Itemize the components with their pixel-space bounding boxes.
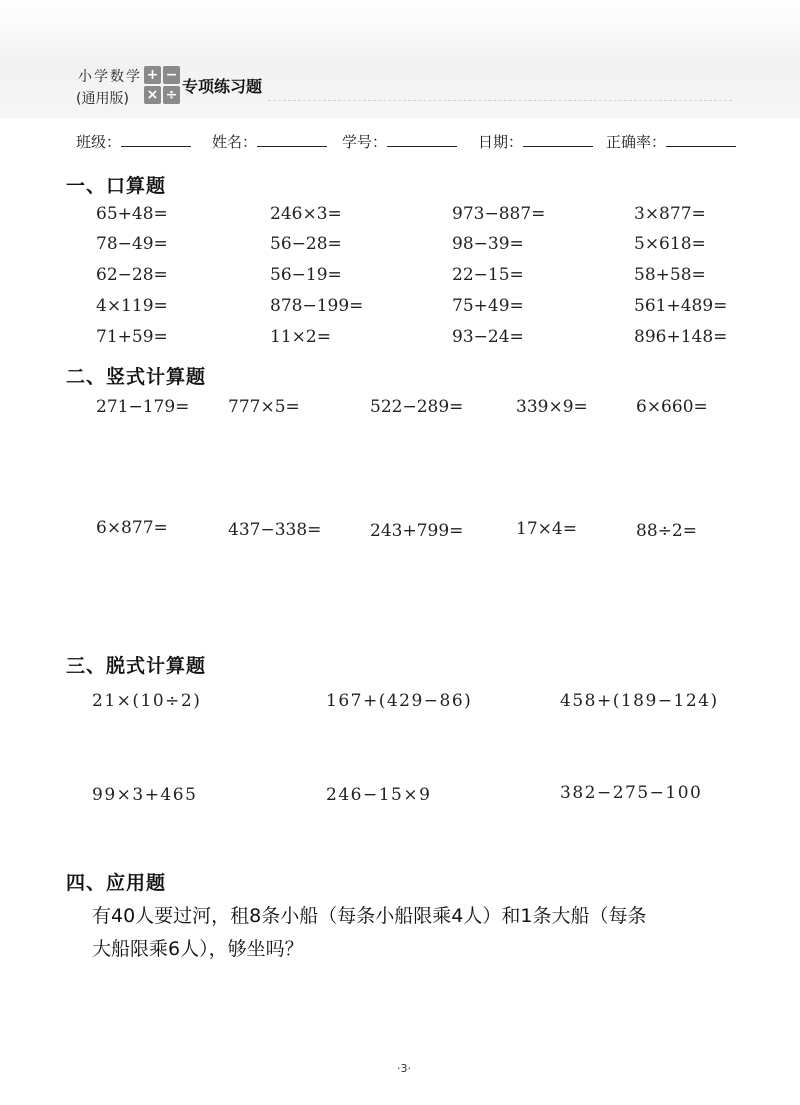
- accuracy-label: 正确率：: [606, 133, 667, 151]
- oral-problem: 561+489=: [634, 296, 728, 316]
- word-problem-line: 有40人要过河，租8条小船（每条小船限乘4人）和1条大船（每条: [92, 905, 647, 927]
- oral-problem: 5×618=: [634, 234, 706, 254]
- student-id-field: [342, 131, 457, 152]
- vertical-problem: 777×5=: [228, 397, 300, 417]
- stepwise-problem: 167+(429−86): [326, 691, 473, 711]
- brand-edition: (通用版): [76, 91, 129, 107]
- class-blank: [121, 132, 191, 147]
- accuracy-blank: [666, 132, 736, 147]
- vertical-problem: 88÷2=: [636, 521, 697, 541]
- oral-problem: 62−28=: [96, 265, 168, 285]
- minus-icon: −: [163, 66, 180, 84]
- name-blank: [257, 132, 327, 147]
- section-title-oral: 一、口算题: [66, 175, 167, 197]
- class-field: [76, 131, 191, 152]
- oral-problem: 78−49=: [96, 234, 168, 254]
- vertical-problem: 6×660=: [636, 397, 708, 417]
- stepwise-problem: 21×(10÷2): [92, 691, 202, 711]
- page-number: ·3·: [397, 1062, 411, 1075]
- accuracy-field: [606, 131, 736, 152]
- oral-problem: 11×2=: [270, 327, 331, 347]
- vertical-problem: 522−289=: [370, 397, 464, 417]
- divide-icon: ÷: [163, 86, 180, 104]
- date-label: 日期：: [478, 133, 524, 151]
- vertical-problem: 437−338=: [228, 520, 322, 540]
- oral-problem: 65+48=: [96, 204, 168, 224]
- word-problem-line: 大船限乘6人），够坐吗？: [92, 938, 304, 960]
- vertical-problem: 6×877=: [96, 518, 168, 538]
- section-title-stepwise: 三、脱式计算题: [66, 655, 207, 677]
- section-title-vertical: 二、竖式计算题: [66, 366, 207, 388]
- oral-problem: 22−15=: [452, 265, 524, 285]
- oral-problem: 56−19=: [270, 265, 342, 285]
- date-field: [478, 131, 593, 152]
- name-label: 姓名：: [212, 133, 258, 151]
- date-blank: [523, 132, 593, 147]
- student-id-blank: [387, 132, 457, 147]
- operator-logo: [144, 66, 180, 104]
- header-divider: [268, 100, 732, 101]
- vertical-problem: 339×9=: [516, 397, 588, 417]
- brand-name: 小学数学: [78, 69, 142, 85]
- vertical-problem: 243+799=: [370, 521, 464, 541]
- header-title: 专项练习题: [182, 77, 263, 96]
- oral-problem: 56−28=: [270, 234, 342, 254]
- oral-problem: 98−39=: [452, 234, 524, 254]
- vertical-problem: 271−179=: [96, 397, 190, 417]
- oral-problem: 93−24=: [452, 327, 524, 347]
- oral-problem: 71+59=: [96, 327, 168, 347]
- info-row: [0, 131, 800, 153]
- stepwise-problem: 458+(189−124): [560, 691, 719, 711]
- oral-problem: 4×119=: [96, 296, 168, 316]
- oral-problem: 246×3=: [270, 204, 342, 224]
- class-label: 班级：: [76, 133, 122, 151]
- plus-icon: +: [144, 66, 161, 84]
- vertical-problem: 17×4=: [516, 519, 577, 539]
- oral-problem: 75+49=: [452, 296, 524, 316]
- oral-problem: 3×877=: [634, 204, 706, 224]
- stepwise-problem: 246−15×9: [326, 785, 432, 805]
- oral-problem: 973−887=: [452, 204, 546, 224]
- multiply-icon: ×: [144, 86, 161, 104]
- oral-problem: 896+148=: [634, 327, 728, 347]
- student-id-label: 学号：: [342, 133, 388, 151]
- name-field: [212, 131, 327, 152]
- stepwise-problem: 99×3+465: [92, 785, 198, 805]
- oral-problem: 58+58=: [634, 265, 706, 285]
- section-title-word-problem: 四、应用题: [66, 872, 167, 894]
- oral-problem: 878−199=: [270, 296, 364, 316]
- stepwise-problem: 382−275−100: [560, 783, 703, 803]
